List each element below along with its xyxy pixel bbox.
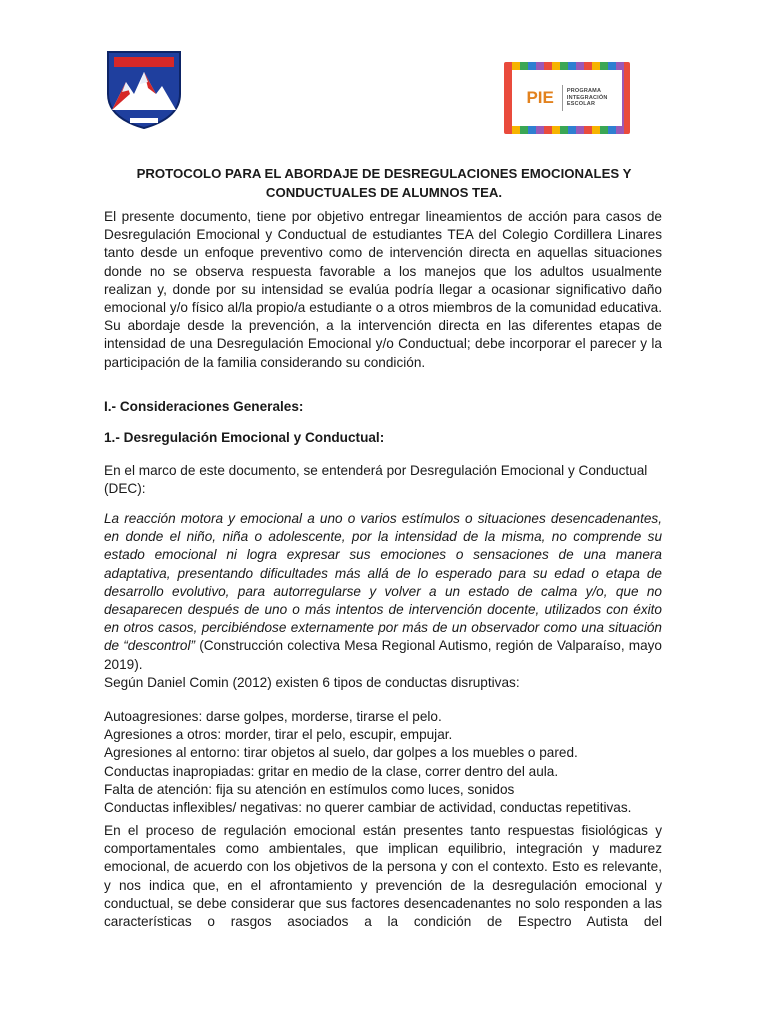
school-crest-logo bbox=[104, 48, 184, 130]
pie-logo-text: PIE bbox=[526, 88, 554, 107]
list-item: Conductas inapropiadas: gritar en medio de la clase, correr dentro del aula. bbox=[104, 763, 559, 779]
list-item: Autoagresiones: darse golpes, morderse, tirarse el pelo. bbox=[104, 709, 442, 724]
list-item: Agresiones al entorno: tirar objetos al suelo, dar golpes a los muebles o pared. bbox=[104, 745, 578, 761]
behaviors-list bbox=[104, 708, 662, 817]
pie-program-logo bbox=[504, 62, 630, 134]
list-item: Conductas inflexibles/ negativas: no querer cambiar de actividad, conductas repetitivas. bbox=[104, 800, 632, 816]
list-item: Agresiones a otros: morder, tirar el pelo, escupir, empujar. bbox=[104, 727, 453, 743]
definition-italic-text: La reacción motora y emocional a uno o varios estímulos o situaciones desencadenantes, en donde el niño, niña o adolescente, por la intensidad de la misma, no comprende su estado emocional ni logra expresar sus emociones o sensaciones de una manera adaptativa, presentando dificultades más allá de lo esperado para su edad o etapa de desarrollo evolutivo, para autorregularse y volver a un estado de calma y/o, que no desaparecen después de uno o más intentos de intervención docente, utilizados con éxito en otros casos, percibiéndose externamente por más de un observador como una situación de “descontrol” bbox=[104, 511, 662, 654]
document-title bbox=[104, 164, 664, 202]
section-heading-general: I.- Consideraciones Generales: bbox=[104, 399, 304, 414]
subsection-heading-dec: 1.- Desregulación Emocional y Conductual: bbox=[104, 430, 385, 445]
pie-logo-subtitle: PROGRAMA INTEGRACIÓN ESCOLAR bbox=[566, 88, 608, 108]
definition-intro: En el marco de este documento, se entenderá por Desregulación Emocional y Conductual (DEC): bbox=[104, 463, 648, 497]
title-line-2: CONDUCTUALES DE ALUMNOS TEA. bbox=[265, 185, 503, 200]
list-item: Falta de atención: fija su atención en estímulos como luces, sonidos bbox=[104, 781, 515, 797]
intro-paragraph: El presente documento, tiene por objetivo entregar lineamientos de acción para casos de Desregulación Emocional y Conductual de estudiantes TEA del Colegio Cordillera Linares tanto desde un enfoque preventivo como de intervención directa en aquellas situaciones donde no se observa respuesta favorable a los manejos que los adultos usualmente realizan y, donde por su intensidad se evalúa podría llegar a ocasionar significativo daño emocional y/o físico al/la propio/a estudiante o a otros miembros de la comunidad educativa. Su abordaje desde la prevención, a la intervención directa en las diferentes etapas de intensidad de una Desregulación Emocional y/o Conductual; debe incorporar el parecer y la participación de la familia considerando su condición. bbox=[104, 209, 662, 370]
definition-quote bbox=[104, 510, 662, 674]
title-line-1: PROTOCOLO PARA EL ABORDAJE DE DESREGULACIONES EMOCIONALES Y bbox=[136, 166, 632, 181]
pie-logo-divider bbox=[562, 85, 563, 111]
closing-paragraph: En el proceso de regulación emocional están presentes tanto respuestas fisiológicas y comportamentales como ambientales, que implican equilibrio, integración y madurez emocional, de acuerdo con los objetivos de la persona y con el contexto. Esto es relevante, y nos indica que, en el afrontamiento y prevención de la desregulación emocional y conductual, se debe considerar que sus factores desencadenantes no solo responden a las características o rasgos asociados a la condición de Espectro Autista del bbox=[104, 823, 662, 930]
definition-citation: (Construcción colectiva Mesa Regional Autismo, región de Valparaíso, mayo 2019). bbox=[104, 638, 662, 672]
comin-intro: Según Daniel Comin (2012) existen 6 tipos de conductas disruptivas: bbox=[104, 675, 520, 690]
